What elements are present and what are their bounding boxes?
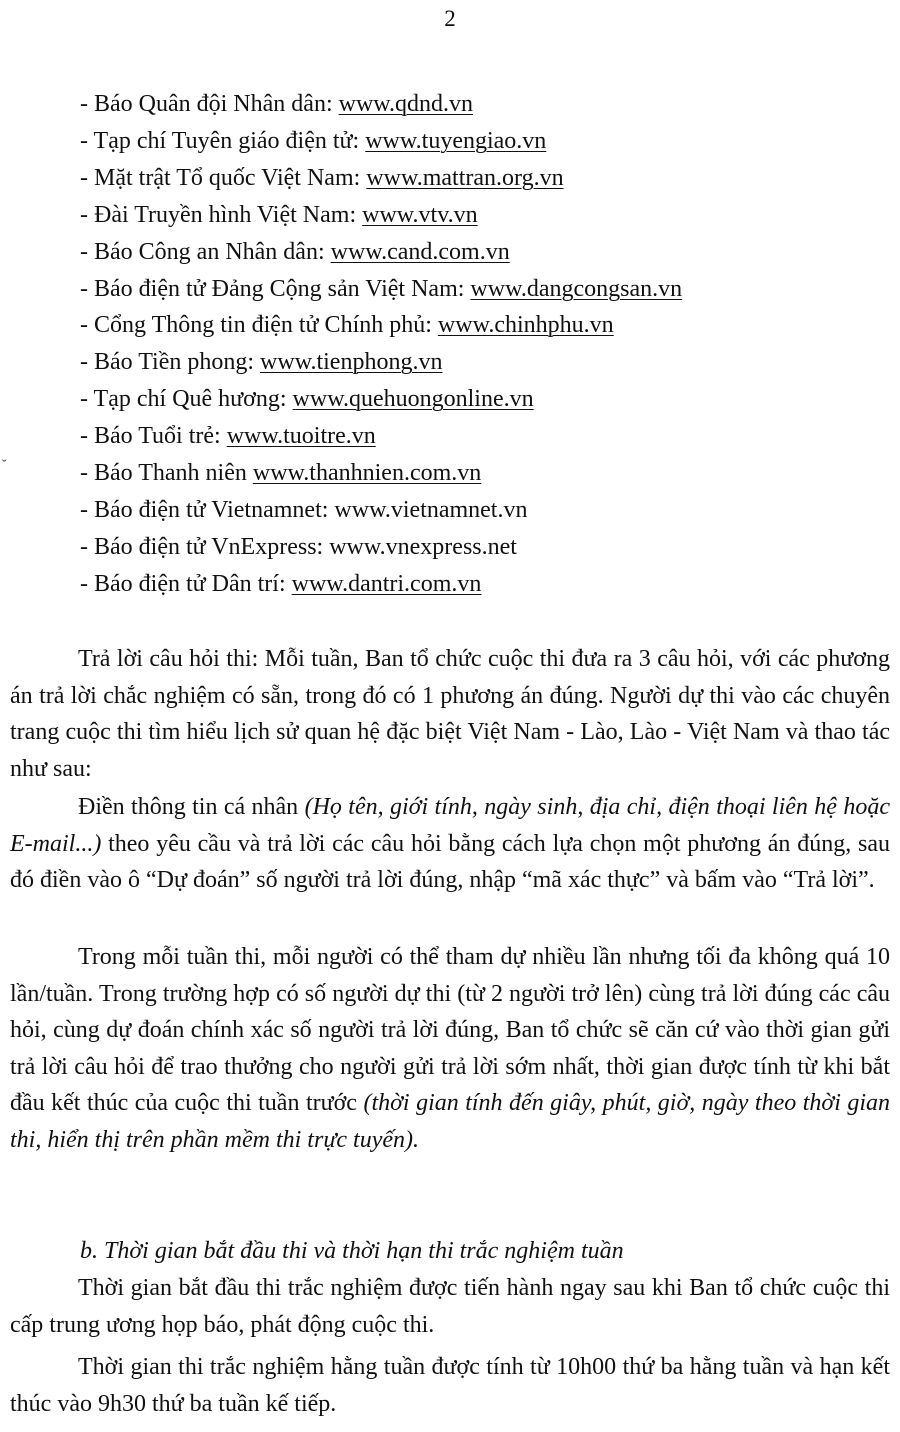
source-label: - Cổng Thông tin điện tử Chính phủ: xyxy=(80,312,438,339)
section-heading: b. Thời gian bắt đầu thi và thời hạn thi trắc nghiệm tuần xyxy=(80,1238,624,1264)
paragraph-fill-info xyxy=(10,789,890,899)
source-url-link[interactable]: www.tuyengiao.vn xyxy=(365,127,547,154)
weekly-rules-text: Trong mỗi tuần thi, mỗi người có thể tham dự nhiều lần nhưng tối đa không quá 10 lần/tuần. Trong trường hợp có số người dự thi (từ 2 người trở lên) cùng trả lời đúng các câu hỏi, cùng dự đoán chính xác số người trả lời đúng, Ban tổ chức sẽ căn cứ vào thời gian gửi trả lời câu hỏi để trao thưởng cho người gửi trả lời sớm nhất, thời gian được tính từ khi bắt đầu kết thúc của cuộc thi tuần trước xyxy=(10,944,890,1117)
source-url-link[interactable]: www.vnexpress.net xyxy=(329,533,517,560)
source-item xyxy=(80,566,682,603)
source-label: - Mặt trật Tổ quốc Việt Nam: xyxy=(80,164,367,191)
source-item xyxy=(80,455,682,492)
margin-mark: ˘ xyxy=(2,458,7,473)
source-item xyxy=(80,529,682,566)
source-label: - Đài Truyền hình Việt Nam: xyxy=(80,201,363,228)
source-label: - Báo điện tử VnExpress: xyxy=(80,533,330,560)
source-item xyxy=(80,492,682,529)
source-label: - Tạp chí Tuyên giáo điện tử: xyxy=(80,127,366,154)
source-url-link[interactable]: www.dangcongsan.vn xyxy=(470,275,683,302)
source-label: - Báo Tiền phong: xyxy=(80,349,261,376)
source-item xyxy=(80,344,682,381)
source-label: - Tạp chí Quê hương: xyxy=(80,386,293,413)
weekly-rules-time-note: (thời gian tính đến giây, phút, giờ, ngày theo thời gian thi, hiển thị trên phần mềm thi trực tuyến). xyxy=(10,1090,891,1153)
source-url-link[interactable]: www.cand.com.vn xyxy=(330,238,510,265)
source-item xyxy=(80,271,682,308)
source-item xyxy=(80,307,682,344)
source-label: - Báo Tuổi trẻ: xyxy=(80,423,227,450)
source-url-link[interactable]: www.dantri.com.vn xyxy=(291,570,482,597)
source-url-link[interactable]: www.tienphong.vn xyxy=(260,349,443,376)
source-label: - Báo Thanh niên xyxy=(80,460,253,487)
fill-info-fields: (Họ tên, giới tính, ngày sinh, địa chỉ, điện thoại liên hệ hoặc E-mail...) xyxy=(10,794,890,857)
source-list xyxy=(80,86,682,603)
source-url-link[interactable]: www.thanhnien.com.vn xyxy=(252,460,482,487)
paragraph-answer-rules: Trả lời câu hỏi thi: Mỗi tuần, Ban tổ chức cuộc thi đưa ra 3 câu hỏi, với các phương án trả lời chắc nghiệm có sẵn, trong đó có 1 phương án đúng. Người dự thi vào các chuyên trang cuộc thi tìm hiểu lịch sử quan hệ đặc biệt Việt Nam - Lào, Lào - Việt Nam và thao tác như sau: xyxy=(10,646,890,782)
source-item xyxy=(80,197,682,234)
source-item xyxy=(80,160,682,197)
source-item xyxy=(80,123,682,160)
source-url-link[interactable]: www.quehuongonline.vn xyxy=(292,386,534,413)
source-label: - Báo Quân đội Nhân dân: xyxy=(80,91,339,117)
source-item xyxy=(80,86,682,123)
paragraph-weekly-rules xyxy=(10,939,890,1159)
source-url-link[interactable]: www.tuoitre.vn xyxy=(226,423,376,450)
source-label: - Báo điện tử Đảng Cộng sản Việt Nam: xyxy=(80,275,471,302)
source-url-link[interactable]: www.vtv.vn xyxy=(362,201,478,228)
source-url-link[interactable]: www.chinhphu.vn xyxy=(437,312,614,339)
source-item xyxy=(80,234,682,271)
fill-info-instructions: theo yêu cầu và trả lời các câu hỏi bằng cách lựa chọn một phương án đúng, sau đó điền vào ô “Dự đoán” số người trả lời đúng, nhập “mã xác thực” và bấm vào “Trả lời”. xyxy=(10,830,890,894)
paragraph-deadline: Thời gian thi trắc nghiệm hằng tuần được tính từ 10h00 thứ ba hằng tuần và hạn kết thúc vào 9h30 thứ ba tuần kế tiếp. xyxy=(10,1354,890,1417)
source-item xyxy=(80,381,682,418)
source-url-link[interactable]: www.mattran.org.vn xyxy=(366,164,564,191)
source-label: - Báo Công an Nhân dân: xyxy=(80,238,331,265)
source-item xyxy=(80,418,682,455)
source-url-link[interactable]: www.vietnamnet.vn xyxy=(334,496,528,523)
fill-info-intro: Điền thông tin cá nhân xyxy=(78,794,305,820)
source-label: - Báo điện tử Dân trí: xyxy=(80,570,292,597)
paragraph-start-time: Thời gian bắt đầu thi trắc nghiệm được tiến hành ngay sau khi Ban tổ chức cuộc thi cấp trung ương họp báo, phát động cuộc thi. xyxy=(10,1275,890,1338)
page-number: 2 xyxy=(444,6,456,31)
source-label: - Báo điện tử Vietnamnet: xyxy=(80,496,335,523)
source-url-link[interactable]: www.qdnd.vn xyxy=(338,91,474,117)
